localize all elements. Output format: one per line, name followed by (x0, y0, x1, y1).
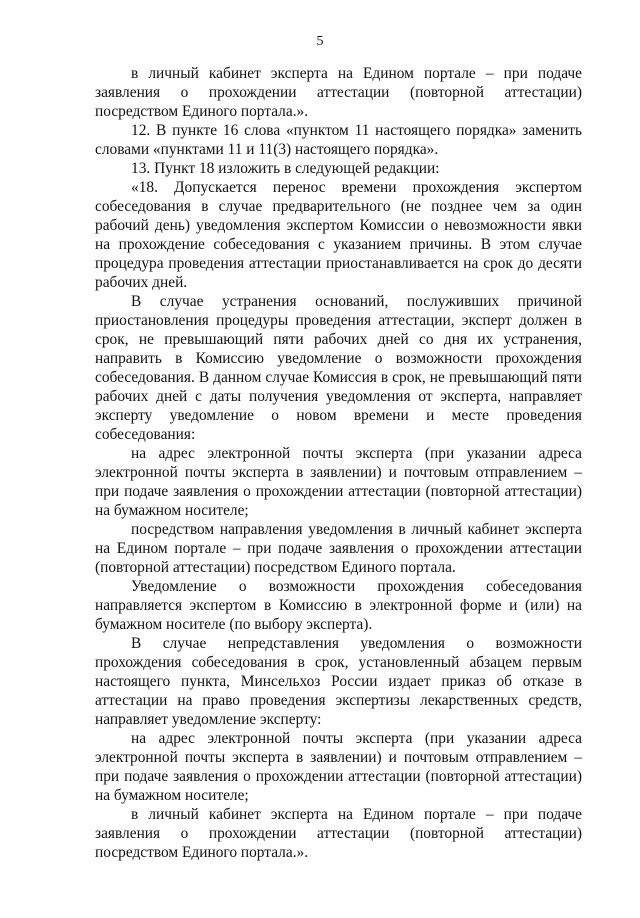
document-body (95, 64, 582, 862)
paragraph: Уведомление о возможности прохождения собеседования направляется экспертом в Комиссию в электронной форме и (или) на бумажном носителе (по выбору эксперта). (95, 578, 582, 633)
paragraph: на адрес электронной почты эксперта (при указании адреса электронной почты эксперта в заявлении) и почтовым отправлением – при подаче заявления о прохождении аттестации (повторной аттестации) на бумажном носителе; (95, 730, 582, 804)
paragraph: «18. Допускается перенос времени прохождения экспертом собеседования в случае предварительного (не позднее чем за один рабочий день) уведомления экспертом Комиссии о невозможности явки на прохождение собеседования с указанием причины. В этом случае процедура проведения аттестации приостанавливается на срок до десяти рабочих дней. (95, 179, 582, 291)
paragraph: В случае устранения оснований, послуживших причиной приостановления процедуры проведения аттестации, эксперт должен в срок, не превышающий пяти рабочих дней со дня их устранения, направить в Комиссию уведомление о возможности прохождения собеседования. В данном случае Комиссия в срок, не превышающий пяти рабочих дней с даты получения уведомления от эксперта, направляет эксперту уведомление о новом времени и месте проведения собеседования: (95, 293, 582, 443)
page-number: 5 (316, 34, 324, 49)
paragraph: 13. Пункт 18 изложить в следующей редакции: (131, 160, 440, 177)
paragraph: в личный кабинет эксперта на Едином портале – при подаче заявления о прохождении аттестации (повторной аттестации) посредством Единого портала.». (95, 65, 582, 120)
paragraph: В случае непредставления уведомления о возможности прохождения собеседования в срок, установленный абзацем первым настоящего пункта, Минсельхоз России издает приказ об отказе в аттестации на право проведения экспертизы лекарственных средств, направляет уведомление эксперту: (95, 635, 582, 728)
paragraph: на адрес электронной почты эксперта (при указании адреса электронной почты эксперта в заявлении) и почтовым отправлением – при подаче заявления о прохождении аттестации (повторной аттестации) на бумажном носителе; (95, 445, 582, 519)
paragraph: в личный кабинет эксперта на Едином портале – при подаче заявления о прохождении аттестации (повторной аттестации) посредством Единого портала.». (95, 806, 582, 861)
paragraph: 12. В пункте 16 слова «пунктом 11 настоящего порядка» заменить словами «пунктами 11 и 11(3) настоящего порядка». (95, 122, 582, 158)
paragraph: посредством направления уведомления в личный кабинет эксперта на Едином портале – при подаче заявления о прохождении аттестации (повторной аттестации) посредством Единого портала. (95, 521, 582, 576)
